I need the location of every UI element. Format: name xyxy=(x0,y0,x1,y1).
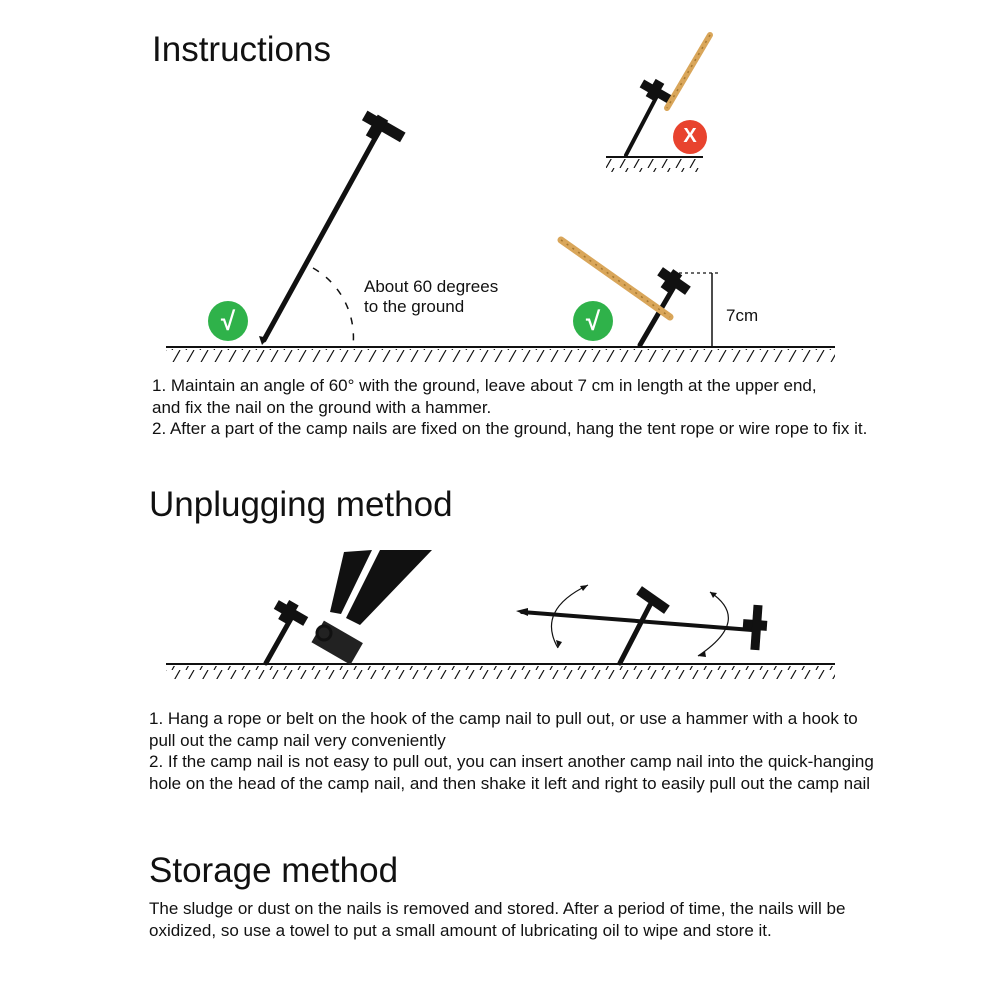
storage-title: Storage method xyxy=(149,851,399,890)
unplugging-illustration xyxy=(0,530,1001,690)
unplugging-title: Unplugging method xyxy=(149,485,453,524)
instructions-step-line: 2. After a part of the camp nails are fixed on the ground, hang the tent rope or wire rope to fix it. xyxy=(152,419,868,438)
angle-arc xyxy=(313,268,353,346)
nail-shake-illustration xyxy=(516,585,767,663)
ground-line xyxy=(166,347,835,362)
instructions-step-line: 1. Maintain an angle of 60° with the ground, leave about 7 cm in length at the upper end, xyxy=(152,376,817,395)
unplugging-step-line: pull out the camp nail very conveniently xyxy=(149,730,446,750)
instructions-step-line: and fix the nail on the ground with a hammer. xyxy=(152,397,492,417)
ground-line xyxy=(166,664,835,679)
storage-text xyxy=(149,898,845,941)
angle-label: About 60 degrees to the ground xyxy=(364,277,499,316)
correct-mark-text: √ xyxy=(585,306,601,336)
instructions-steps xyxy=(152,375,867,440)
storage-text-line: The sludge or dust on the nails is removed and stored. After a period of time, the nails will be xyxy=(149,899,846,918)
storage-text-line: oxidized, so use a towel to put a small amount of lubricating oil to wipe and store it. xyxy=(149,920,772,940)
correct-mark-text: √ xyxy=(220,306,236,336)
nail-with-hook-hammer xyxy=(266,550,432,665)
instructions-title: Instructions xyxy=(152,30,331,69)
unplugging-step-line: 1. Hang a rope or belt on the hook of the camp nail to pull out, or use a hammer with a hook to xyxy=(149,709,858,728)
unplugging-steps xyxy=(149,708,874,794)
length-label: 7cm xyxy=(726,306,759,325)
wrong-mark-text: X xyxy=(683,125,697,147)
unplugging-step-line: hole on the head of the camp nail, and then shake it left and right to easily pull out the camp nail xyxy=(149,773,871,793)
unplugging-step-line: 2. If the camp nail is not easy to pull out, you can insert another camp nail into the quick-hanging xyxy=(149,752,874,771)
